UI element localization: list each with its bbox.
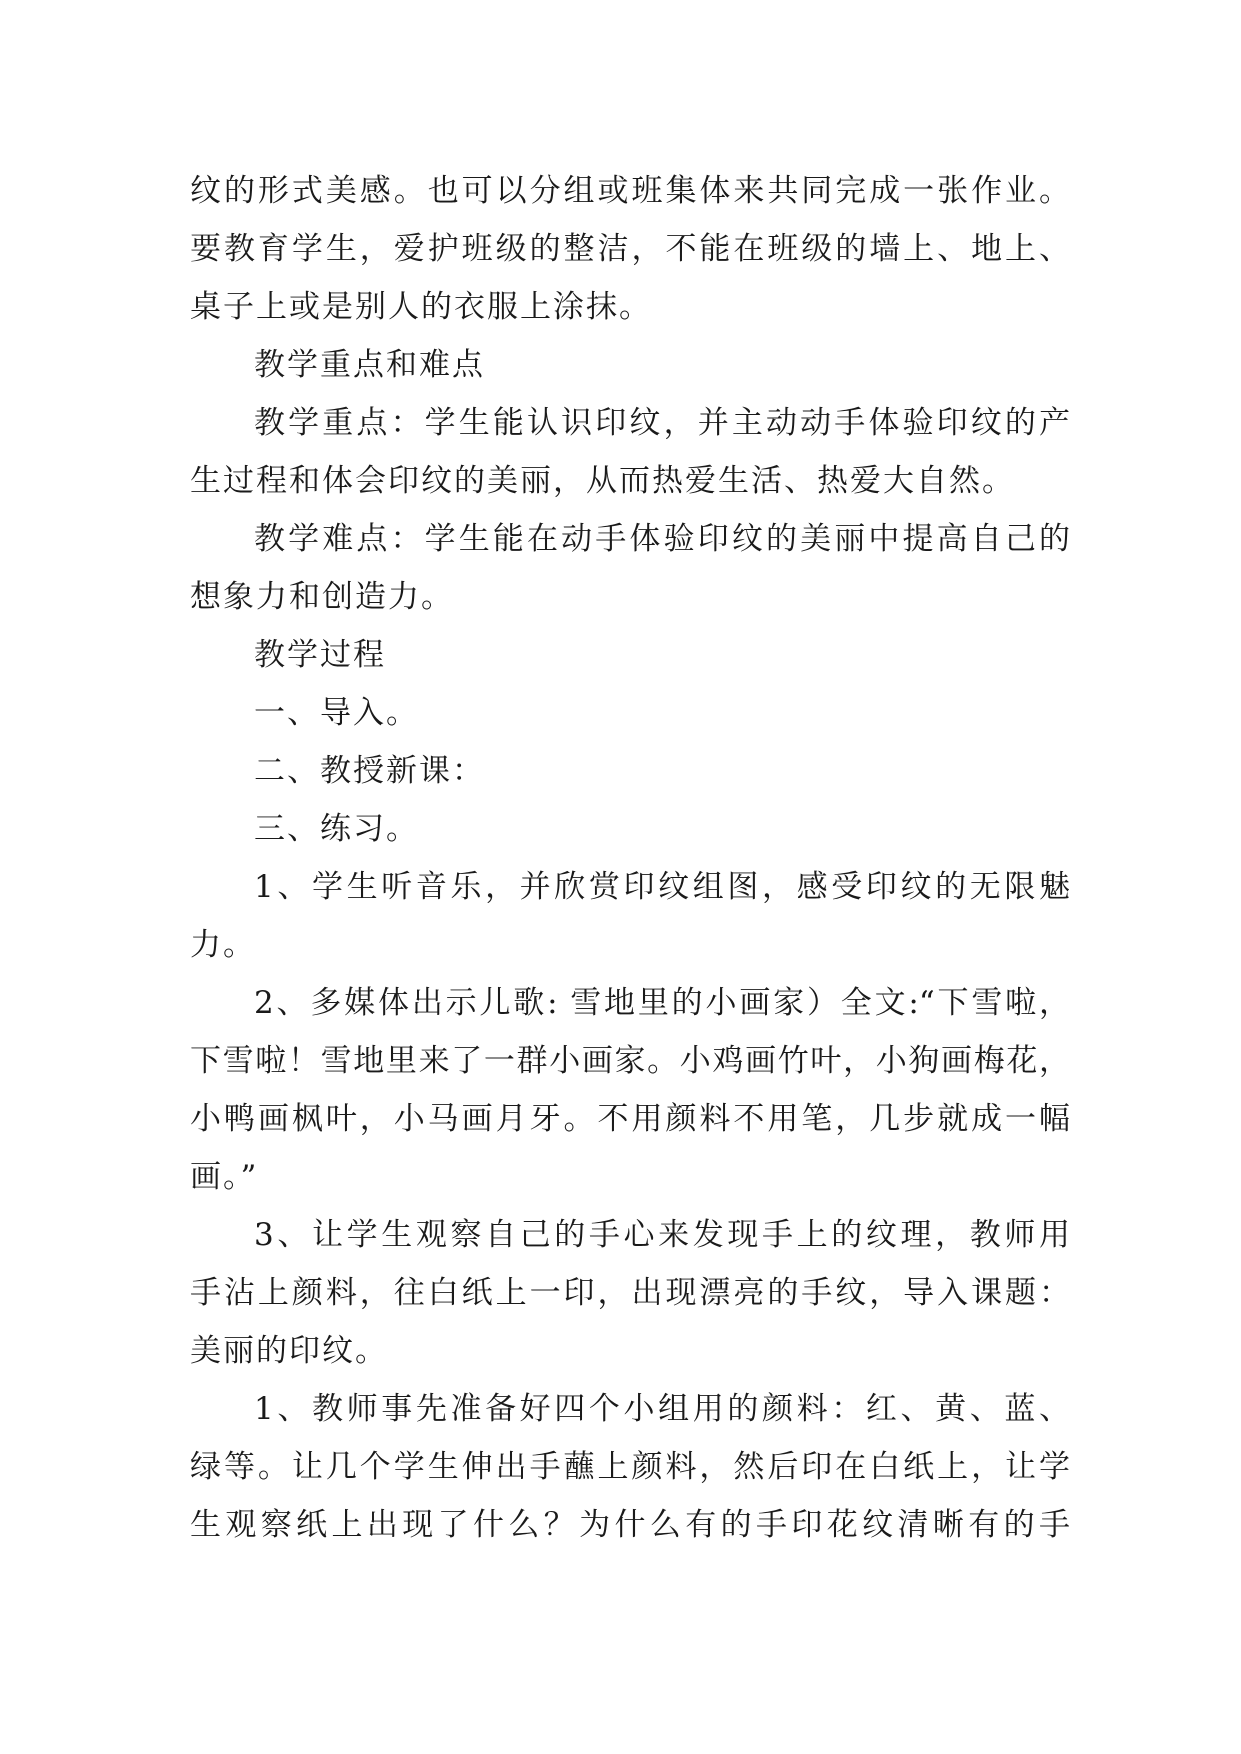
text-line: 手沾上颜料，往白纸上一印，出现漂亮的手纹，导入课题： bbox=[190, 1275, 1070, 1311]
text-line: 小鸭画枫叶，小马画月牙。不用颜料不用笔，几步就成一幅 bbox=[190, 1101, 1070, 1137]
text-line: 生观察纸上出现了什么？为什么有的手印花纹清晰有的手 bbox=[190, 1507, 1070, 1543]
list-item: 一、导入。 bbox=[254, 695, 419, 731]
text-line: 教学难点：学生能在动手体验印纹的美丽中提高自己的 bbox=[254, 521, 1070, 557]
text-line: 要教育学生，爱护班级的整洁，不能在班级的墙上、地上、 bbox=[190, 231, 1070, 267]
text-line: 绿等。让几个学生伸出手蘸上颜料，然后印在白纸上，让学 bbox=[190, 1449, 1070, 1485]
text-line: 美丽的印纹。 bbox=[190, 1333, 388, 1369]
text-line: 纹的形式美感。也可以分组或班集体来共同完成一张作业。 bbox=[190, 173, 1070, 209]
text-line: 1、教师事先准备好四个小组用的颜料：红、黄、蓝、 bbox=[254, 1391, 1070, 1427]
text-line: 生过程和体会印纹的美丽，从而热爱生活、热爱大自然。 bbox=[190, 463, 1015, 499]
document-body bbox=[190, 162, 1070, 1554]
text-line: 画。” bbox=[190, 1159, 259, 1195]
text-line: 教学重点：学生能认识印纹，并主动动手体验印纹的产 bbox=[254, 405, 1070, 441]
section-heading: 教学重点和难点 bbox=[254, 347, 485, 383]
list-item: 三、练习。 bbox=[254, 811, 419, 847]
list-item: 二、教授新课： bbox=[254, 753, 485, 789]
text-line: 下雪啦！雪地里来了一群小画家。小鸡画竹叶，小狗画梅花， bbox=[190, 1043, 1070, 1079]
section-heading: 教学过程 bbox=[254, 637, 386, 673]
text-line: 力。 bbox=[190, 927, 256, 963]
text-line: 2、多媒体出示儿歌: 雪地里的小画家）全文:“下雪啦， bbox=[254, 985, 1070, 1021]
text-line: 3、让学生观察自己的手心来发现手上的纹理，教师用 bbox=[254, 1217, 1070, 1253]
text-line: 桌子上或是别人的衣服上涂抹。 bbox=[190, 289, 652, 325]
text-line: 想象力和创造力。 bbox=[190, 579, 454, 615]
text-line: 1、学生听音乐，并欣赏印纹组图，感受印纹的无限魅 bbox=[254, 869, 1070, 905]
